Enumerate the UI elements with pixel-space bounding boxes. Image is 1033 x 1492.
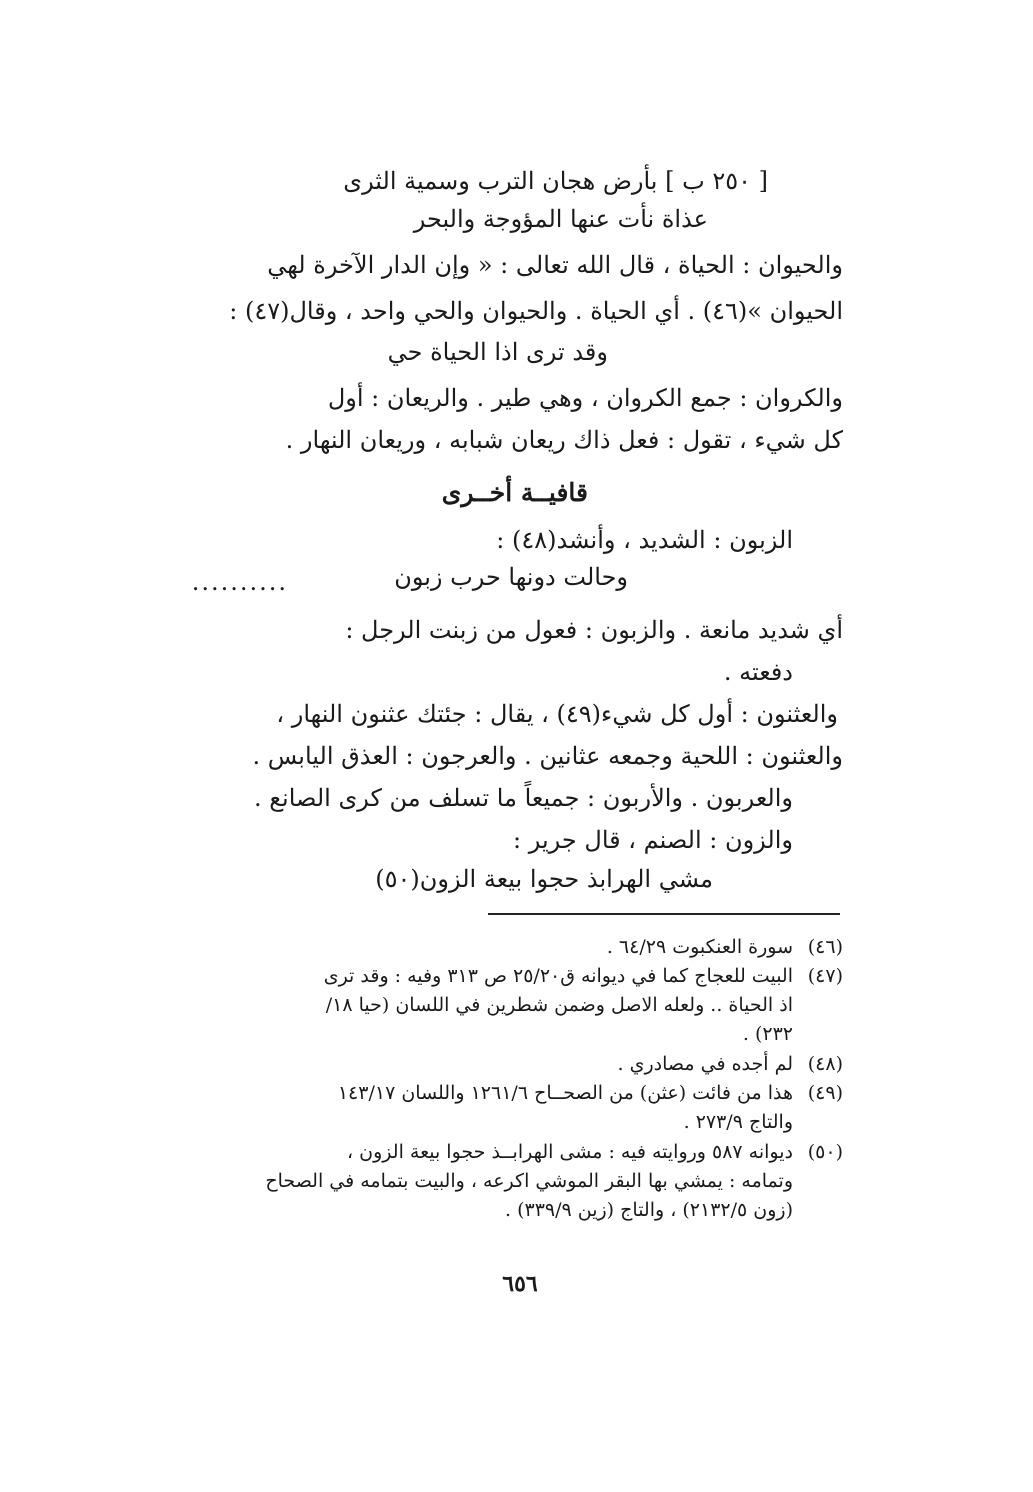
verse-line-2: وقد ترى اذا الحياة حي (387, 338, 608, 366)
footnote-number: (٤٨) (807, 1053, 843, 1075)
footnote-line: البيت للعجاج كما في ديوانه ق٢٥/٢٠ ص ٣١٣ وفيه : وقد ترى (323, 965, 793, 987)
footnote-number: (٤٧) (807, 965, 843, 987)
paragraph-line: أي شديد مانعة . والزبون : فعول من زبنت الرجل : (345, 616, 843, 644)
footnote-line: وتمامه : يمشي بها البقر الموشي اكرعه ، والبيت بتمامه في الصحاح (265, 1170, 793, 1192)
paragraph-line: كل شيء ، تقول : فعل ذاك ريعان شبابه ، وريعان النهار . (285, 426, 843, 454)
paragraph-line: الزبون : الشديد ، وأنشد(٤٨) : (496, 526, 793, 554)
paragraph-line: والعثنون : أول كل شيء(٤٩) ، يقال : جئتك عثنون النهار ، (276, 700, 838, 728)
paragraph-line: والحيوان : الحياة ، قال الله تعالى : « وإن الدار الآخرة لهي (267, 251, 843, 279)
footnote-line: ديوانه ٥٨٧ وروايته فيه : مشى الهرابــذ حجوا بيعة الزون ، (347, 1141, 793, 1163)
footnote-number: (٤٩) (807, 1082, 843, 1104)
section-heading: قافيــة أخــرى (441, 478, 588, 507)
paragraph-line: والزون : الصنم ، قال جرير : (513, 826, 793, 854)
page-number: ٦٥٦ (502, 1271, 538, 1297)
paragraph-line: والعثنون : اللحية وجمعه عثانين . والعرجون : العذق اليابس . (252, 742, 843, 770)
verse-line-4: مشي الهرابذ حجوا بيعة الزون(٥٠) (375, 865, 713, 893)
verse-line-1-second-hemistich: عذاة نأت عنها المؤوجة والبحر (413, 205, 708, 233)
paragraph-line: الحيوان »(٤٦) . أي الحياة . والحيوان والحي واحد ، وقال(٤٧) : (229, 297, 843, 325)
paragraph-line: والعربون . والأربون : جميعاً ما تسلف من كرى الصانع . (254, 784, 793, 812)
footnote-line: هذا من فائت (عثن) من الصحــاح ١٢٦١/٦ واللسان ١٤٣/١٧ (337, 1082, 793, 1104)
footnote-number: (٤٦) (807, 936, 843, 958)
footnote-separator (488, 913, 840, 915)
paragraph-line: والكروان : جمع الكروان ، وهي طير . والريعان : أول (327, 384, 843, 412)
verse-line-3-ellipsis: .......... (191, 568, 288, 596)
footnote-line: (زون ٢١٣٢/٥) ، والتاج (زين ٣٣٩/٩) . (504, 1199, 793, 1221)
footnote-line: ٢٣٢) . (742, 1023, 793, 1045)
footnote-number: (٥٠) (807, 1141, 843, 1163)
footnote-line: سورة العنكبوت ٦٤/٢٩ . (606, 936, 793, 958)
paragraph-line: دفعته . (723, 658, 793, 686)
verse-line-1-first-hemistich: [ ٢٥٠ ب ] بأرض هجان الترب وسمية الثرى (343, 167, 768, 195)
footnote-line: لم أجده في مصادري . (617, 1053, 793, 1075)
verse-line-3: وحالت دونها حرب زبون (394, 563, 628, 591)
footnote-line: اذ الحياة .. ولعله الاصل وضمن شطرين في اللسان (حيا ١٨/ (325, 994, 793, 1016)
footnote-line: والتاج ٢٧٣/٩ . (683, 1111, 793, 1133)
